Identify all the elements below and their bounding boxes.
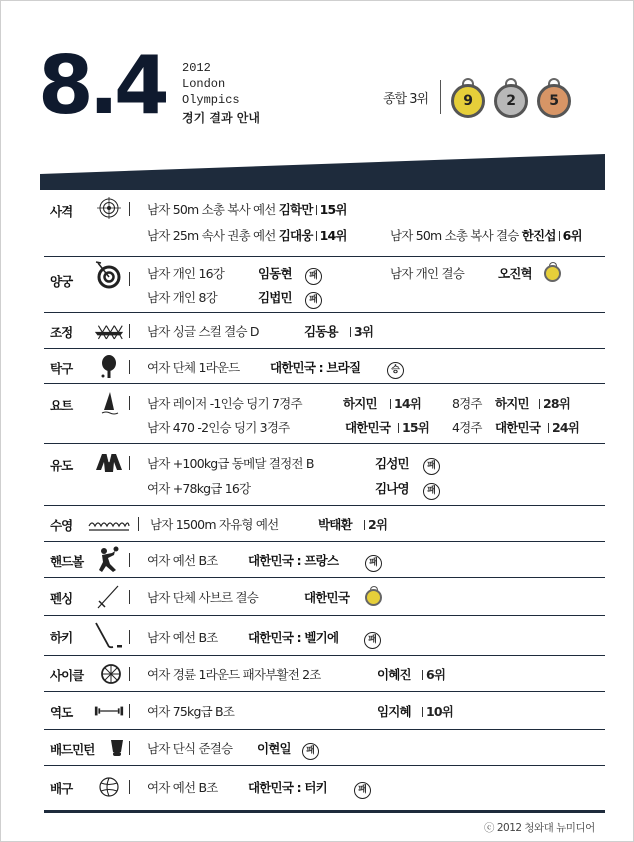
athlete-name: 박태환: [318, 517, 352, 532]
athlete-name: 임동현: [258, 266, 292, 281]
result-row-archery: [44, 257, 605, 313]
event-name: 남자 개인 16강: [147, 266, 225, 281]
rank-group: [395, 418, 429, 436]
rank: 3위: [354, 324, 374, 339]
rank: 14위: [394, 396, 422, 411]
athlete-name: 이혜진: [377, 667, 411, 682]
result-row-judo: [44, 444, 605, 506]
rank: 24위: [552, 420, 580, 435]
rank-group: [347, 322, 373, 340]
athlete-name: 김법민: [258, 290, 292, 305]
event-name: 남자 개인 결승: [390, 266, 464, 281]
rank: 2위: [368, 517, 388, 532]
event-name: 여자 예선 B조: [147, 553, 218, 568]
shuttlecock-icon: [102, 737, 132, 759]
loss-badge: 패: [364, 627, 381, 649]
rank: 15위: [402, 420, 430, 435]
sport-name: 배드민턴: [50, 742, 95, 757]
athlete-name: 임지혜: [377, 704, 411, 719]
sport-name: 배구: [50, 781, 73, 796]
rank: 28위: [543, 396, 571, 411]
target-icon: [94, 197, 124, 219]
separator: [129, 630, 130, 644]
event-name: 남자 +100kg급 동메달 결정전 B: [147, 456, 314, 471]
event-name: 남자 470 -2인승 딩기 3경주: [147, 420, 290, 435]
result-row-badminton: [44, 730, 605, 766]
result-row-handball: [44, 542, 605, 578]
event-name: 여자 75kg급 B조: [147, 704, 235, 719]
loss-badge: 패: [423, 453, 440, 475]
athlete-name: 오진혁: [498, 266, 532, 281]
gold-medal-icon: [544, 262, 562, 282]
rank-group: [545, 418, 579, 436]
event-name: 여자 경륜 1라운드 패자부활전 2조: [147, 667, 321, 682]
rank-group: [361, 515, 387, 533]
rank-group: [387, 394, 421, 412]
hockey-stick-icon: [94, 621, 124, 651]
result-line: [147, 200, 347, 218]
rank-group: [536, 394, 570, 412]
athlete-name: 하지민: [343, 396, 377, 411]
rank: 15위: [319, 202, 347, 217]
match-teams: 대한민국 : 터키: [248, 780, 327, 795]
separator: [129, 553, 130, 567]
loss-badge: 패: [305, 263, 322, 285]
event-name: 남자 개인 8강: [147, 290, 217, 305]
athlete-name: 김동용: [304, 324, 338, 339]
match-teams: 대한민국 : 프랑스: [248, 553, 339, 568]
loss-badge: 패: [302, 738, 319, 760]
athlete-name: 김학만: [278, 202, 313, 217]
barbell-icon: [94, 700, 124, 722]
ping-pong-paddle-icon: [94, 354, 124, 380]
divider: [440, 80, 441, 114]
judo-uniform-icon: [94, 450, 124, 474]
event-name: 여자 단체 1라운드: [147, 360, 240, 375]
result-row-rowing: [44, 313, 605, 349]
team-name: 대한민국: [345, 420, 391, 435]
athlete-name: 한진섭: [521, 228, 556, 243]
sport-name: 펜싱: [50, 591, 73, 606]
athlete-name: 김성민: [375, 456, 409, 471]
separator: [129, 396, 130, 410]
separator: [316, 231, 317, 241]
copyright: ⓒ 2012 청와대 뉴미디어: [484, 822, 595, 834]
sailboat-icon: [94, 390, 124, 418]
swimming-waves-icon: [88, 514, 130, 536]
separator: [129, 741, 130, 755]
archery-target-icon: [94, 261, 124, 289]
event-name: 남자 1500m 자유형 예선: [150, 517, 279, 532]
event-name: 여자 예선 B조: [147, 780, 218, 795]
result-row-swimming: [44, 506, 605, 542]
sport-name: 유도: [50, 458, 73, 473]
rank-group: [419, 702, 453, 720]
sport-name: 요트: [50, 398, 73, 413]
event-name: 남자 예선 B조: [147, 630, 218, 645]
rank-group: [419, 665, 445, 683]
loss-badge: 패: [365, 550, 382, 572]
separator: [129, 272, 130, 286]
result-row-cycling: [44, 656, 605, 692]
event-name: Olympics: [182, 93, 240, 107]
event-name: 8경주: [452, 396, 482, 411]
team-name: 대한민국: [304, 590, 350, 605]
event-name: 4경주: [452, 420, 482, 435]
silver-count: 2: [494, 84, 528, 118]
event-subtitle: 경기 결과 안내: [182, 111, 260, 125]
sport-name: 사이클: [50, 668, 84, 683]
loss-badge: 패: [354, 777, 371, 799]
event-name: 남자 단식 준결승: [147, 741, 233, 756]
overall-rank: 종합 3위: [383, 91, 429, 107]
separator: [129, 704, 130, 718]
event-name: 남자 50m 소총 복사 결승: [390, 228, 519, 243]
separator: [129, 667, 130, 681]
sport-name: 수영: [50, 518, 73, 533]
event-name: 여자 +78kg급 16강: [147, 481, 251, 496]
silver-medal-icon: [494, 78, 528, 116]
gold-count: 9: [451, 84, 485, 118]
volleyball-icon: [94, 776, 124, 798]
athlete-name: 김나영: [375, 481, 409, 496]
event-name: 남자 50m 소총 복사 예선: [147, 202, 276, 217]
separator: [129, 590, 130, 604]
header-banner: [40, 154, 605, 190]
event-name: 남자 단체 사브르 결승: [147, 590, 258, 605]
gold-medal-icon: [365, 586, 383, 606]
result-row-hockey: [44, 616, 605, 656]
loss-badge: 패: [305, 287, 322, 309]
athlete-name: 김대웅: [278, 228, 313, 243]
match-teams: 대한민국 : 브라질: [270, 360, 361, 375]
event-info: [182, 60, 260, 126]
sport-name: 하키: [50, 630, 73, 645]
result-row-table-tennis: [44, 349, 605, 384]
footer-rule: [44, 810, 605, 813]
separator: [129, 780, 130, 794]
event-year: 2012: [182, 61, 211, 75]
athlete-name: 하지민: [495, 396, 529, 411]
sport-name: 역도: [50, 705, 73, 720]
result-row-weightlifting: [44, 692, 605, 730]
event-name: 남자 레이저 -1인승 딩기 7경주: [147, 396, 302, 411]
sport-name: 사격: [50, 204, 73, 219]
medal-summary: [383, 78, 580, 116]
sport-name: 양궁: [50, 274, 73, 289]
result-line: [390, 226, 582, 244]
loss-badge: 패: [423, 478, 440, 500]
bronze-count: 5: [537, 84, 571, 118]
rowing-boat-icon: [94, 320, 124, 342]
result-row-sailing: [44, 384, 605, 444]
separator: [129, 360, 130, 374]
bicycle-wheel-icon: [94, 663, 124, 685]
result-row-shooting: [44, 190, 605, 257]
separator: [316, 205, 317, 215]
event-name: 남자 25m 속사 권총 예선: [147, 228, 276, 243]
rank: 10위: [426, 704, 454, 719]
separator: [129, 324, 130, 338]
event-name: 남자 싱글 스컬 결승 D: [147, 324, 259, 339]
match-teams: 대한민국 : 벨기에: [248, 630, 339, 645]
athlete-name: 이현일: [257, 741, 291, 756]
rank: 6위: [426, 667, 446, 682]
rank: 14위: [319, 228, 347, 243]
separator: [138, 517, 139, 531]
sport-name: 탁구: [50, 361, 73, 376]
result-row-fencing: [44, 578, 605, 616]
team-name: 대한민국: [495, 420, 541, 435]
separator: [129, 456, 130, 470]
sport-name: 핸드볼: [50, 554, 84, 569]
date-title: 8.4: [38, 39, 165, 132]
win-badge: 승: [387, 357, 404, 379]
bronze-medal-icon: [537, 78, 571, 116]
event-city: London: [182, 77, 226, 91]
result-row-volleyball: [44, 766, 605, 803]
separator: [559, 231, 560, 241]
result-line: [147, 226, 347, 244]
sport-name: 조정: [50, 325, 73, 340]
gold-medal-icon: [451, 78, 485, 116]
fencing-sword-icon: [94, 584, 124, 610]
separator: [129, 202, 130, 216]
rank: 6위: [562, 228, 582, 243]
handball-player-icon: [94, 546, 124, 574]
